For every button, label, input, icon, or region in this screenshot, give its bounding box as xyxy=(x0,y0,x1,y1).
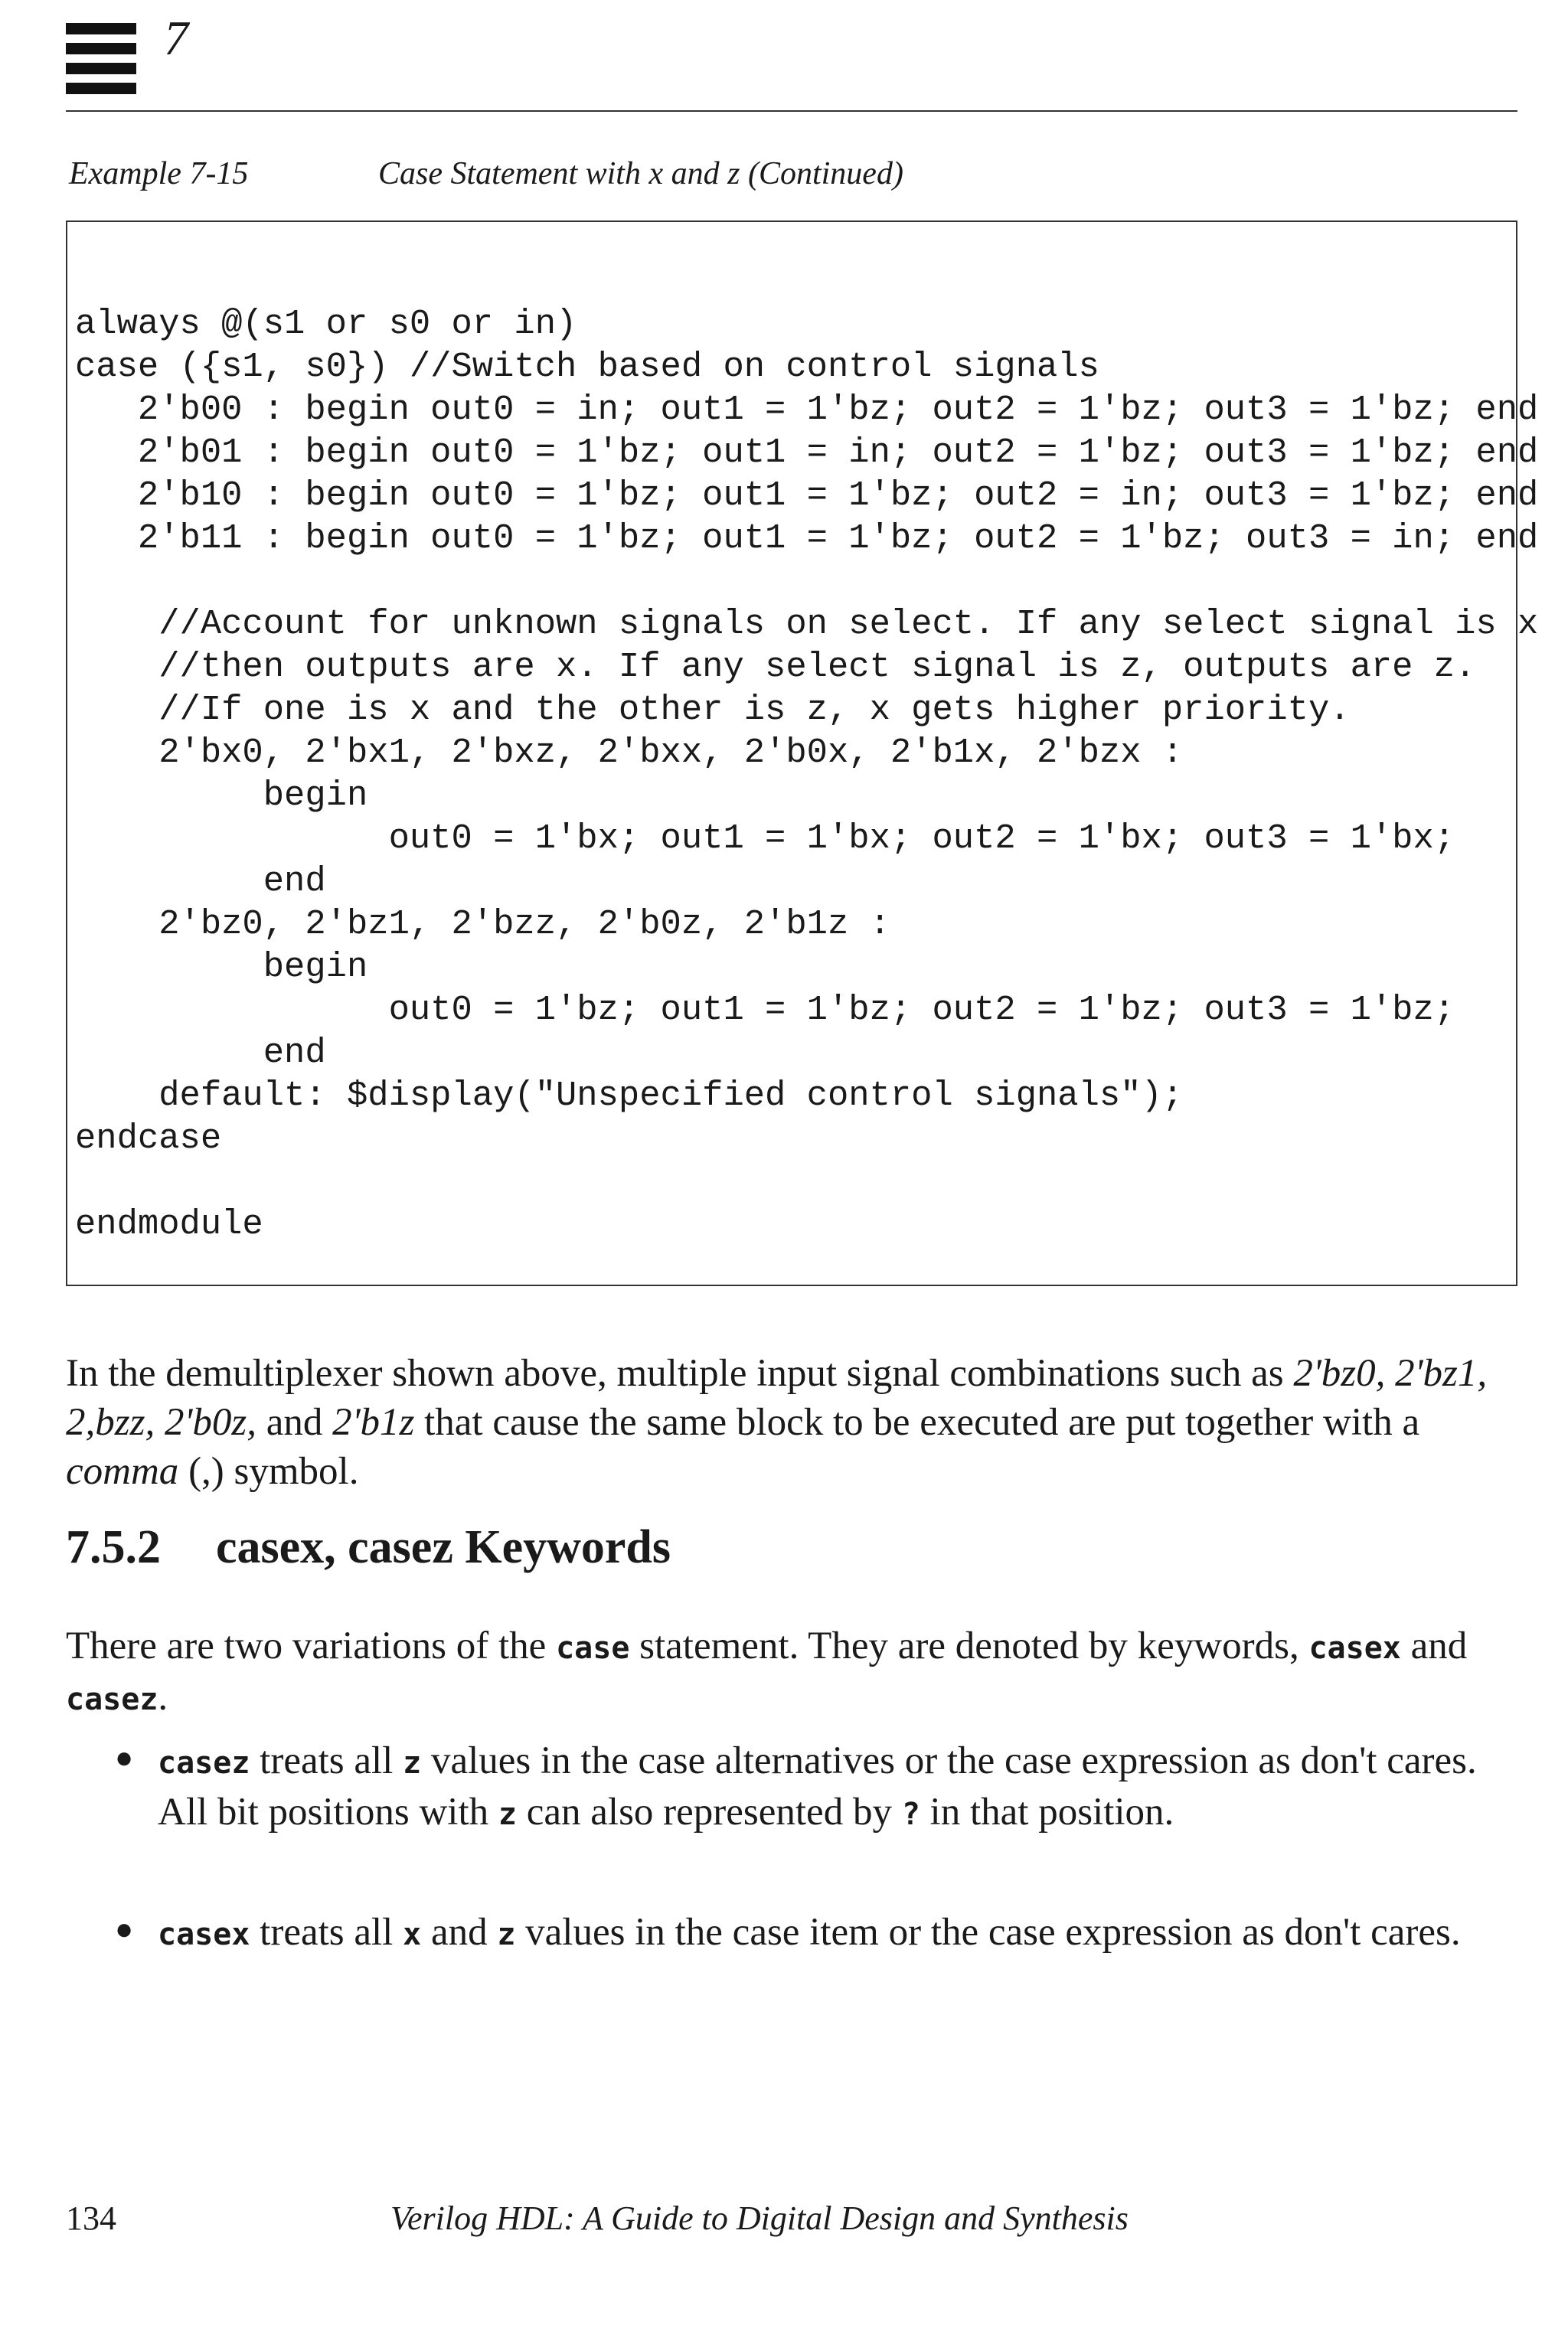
chapter-tab-icon xyxy=(66,23,136,103)
book-title: Verilog HDL: A Guide to Digital Design and Synthesis xyxy=(390,2199,1129,2237)
code-line: //then outputs are x. If any select signal is z, outputs are z. xyxy=(75,647,1476,687)
code-line: endmodule xyxy=(75,1204,263,1244)
code-line xyxy=(75,1160,1538,1203)
page-number: 134 xyxy=(66,2199,116,2237)
code-line xyxy=(75,560,1538,603)
code-line: 2'b10 : begin out0 = 1'bz; out1 = 1'bz; out2 = in; out3 = 1'bz; end xyxy=(75,475,1539,515)
code-line: always @(s1 or s0 or in) xyxy=(75,304,577,344)
section-number: 7.5.2 xyxy=(66,1521,161,1573)
code-line: case ({s1, s0}) //Switch based on control signals xyxy=(75,347,1099,387)
section-title: casex, casez Keywords xyxy=(216,1521,671,1573)
example-title: Case Statement with x and z (Continued) xyxy=(378,156,903,191)
code-line: 2'b00 : begin out0 = in; out1 = 1'bz; out2 = 1'bz; out3 = 1'bz; end xyxy=(75,390,1539,429)
casex-bullet: casex treats all x and z values in the case item or the case expression as don't cares. xyxy=(158,1911,1461,1954)
demux-paragraph: In the demultiplexer shown above, multiple input signal combinations such as 2'bz0, 2'bz1, 2,bzz, 2'b0z, and 2'b1z that cause the same block to be executed are put together with a comma (,) symbol. xyxy=(66,1352,1488,1493)
variations-paragraph: There are two variations of the case statement. They are denoted by keywords, casex and casez. xyxy=(66,1625,1468,1719)
code-line: default: $display("Unspecified control signals"); xyxy=(75,1076,1184,1115)
code-line: out0 = 1'bx; out1 = 1'bx; out2 = 1'bx; out3 = 1'bx; xyxy=(75,818,1455,858)
code-line: begin xyxy=(75,947,368,987)
code-line: 2'b11 : begin out0 = 1'bz; out1 = 1'bz; out2 = 1'bz; out3 = in; end xyxy=(75,518,1539,558)
header-rule xyxy=(66,110,1517,112)
code-line: //Account for unknown signals on select. If any select signal is x xyxy=(75,604,1539,644)
code-line: //If one is x and the other is z, x gets higher priority. xyxy=(75,690,1351,730)
code-line: 2'bz0, 2'bz1, 2'bzz, 2'b0z, 2'b1z : xyxy=(75,904,890,944)
bullet-icon: ● xyxy=(115,1740,134,1775)
bullet-icon: ● xyxy=(115,1912,134,1946)
code-line: out0 = 1'bz; out1 = 1'bz; out2 = 1'bz; out3 = 1'bz; xyxy=(75,990,1455,1030)
casez-bullet: casez treats all z values in the case alternatives or the case expression as don't cares. All bit positions with z can also represented by ? in that position. xyxy=(158,1739,1477,1834)
code-listing xyxy=(75,302,1538,1246)
code-line: end xyxy=(75,861,326,901)
code-line: endcase xyxy=(75,1119,222,1158)
code-line: end xyxy=(75,1033,326,1073)
section-heading xyxy=(66,1523,671,1571)
chapter-number: 7 xyxy=(164,11,188,65)
code-line: 2'b01 : begin out0 = 1'bz; out1 = in; out2 = 1'bz; out3 = 1'bz; end xyxy=(75,433,1539,472)
code-line: begin xyxy=(75,776,368,815)
code-line: 2'bx0, 2'bx1, 2'bxz, 2'bxx, 2'b0x, 2'b1x, 2'bzx : xyxy=(75,733,1184,772)
example-number: Example 7-15 xyxy=(69,156,249,191)
